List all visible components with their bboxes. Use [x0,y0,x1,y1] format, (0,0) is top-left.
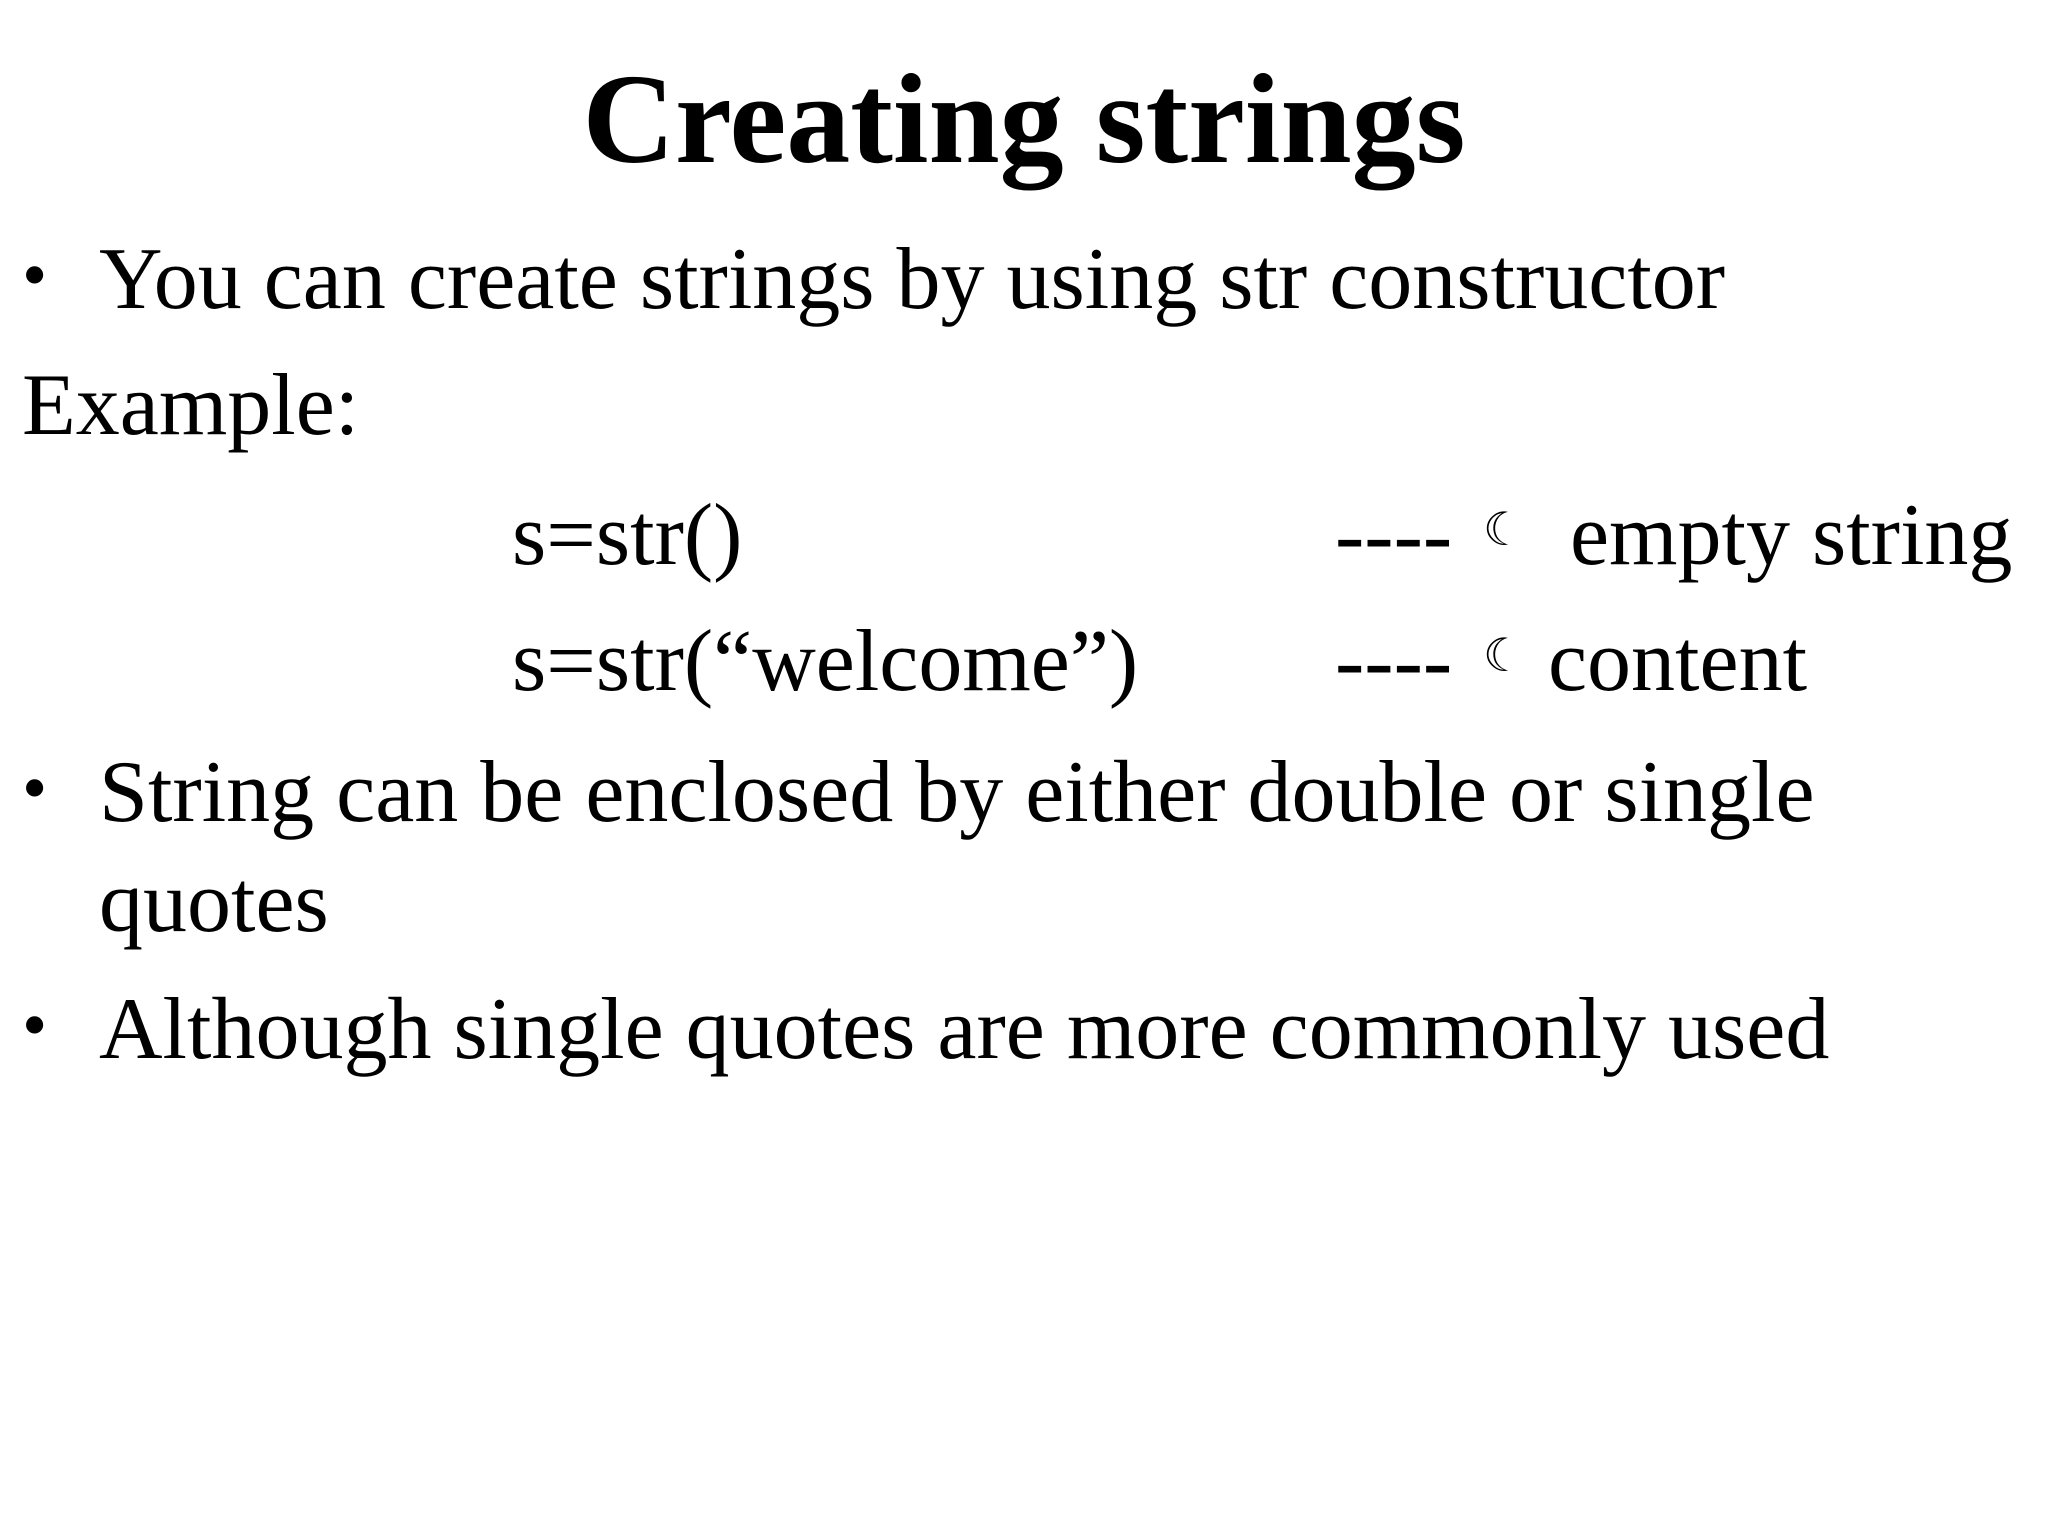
slide-title: Creating strings [582,48,1466,190]
bullet-text-1: You can create strings by using str constructor [99,231,1726,328]
bullet-icon: • [22,985,48,1065]
example-label: Example: [22,357,360,454]
example-description-2: content [1548,613,1808,710]
bullet-text-3: Although single quotes are more commonly used [99,981,1830,1078]
example-code-1: s=str() [512,487,743,584]
bullet-text-2-line-2: quotes [99,854,329,951]
bullet-text-2-line-1: String can be enclosed by either double or single [99,744,1815,841]
moon-icon: ☾ [1483,630,1525,681]
example-arrow-1: ---- [1335,487,1453,584]
moon-icon: ☾ [1483,504,1525,555]
bullet-icon: • [22,748,48,828]
example-arrow-2: ---- [1335,613,1453,710]
example-code-2: s=str(“welcome”) [512,613,1139,710]
example-description-1: empty string [1570,487,2013,584]
bullet-icon: • [22,235,48,315]
